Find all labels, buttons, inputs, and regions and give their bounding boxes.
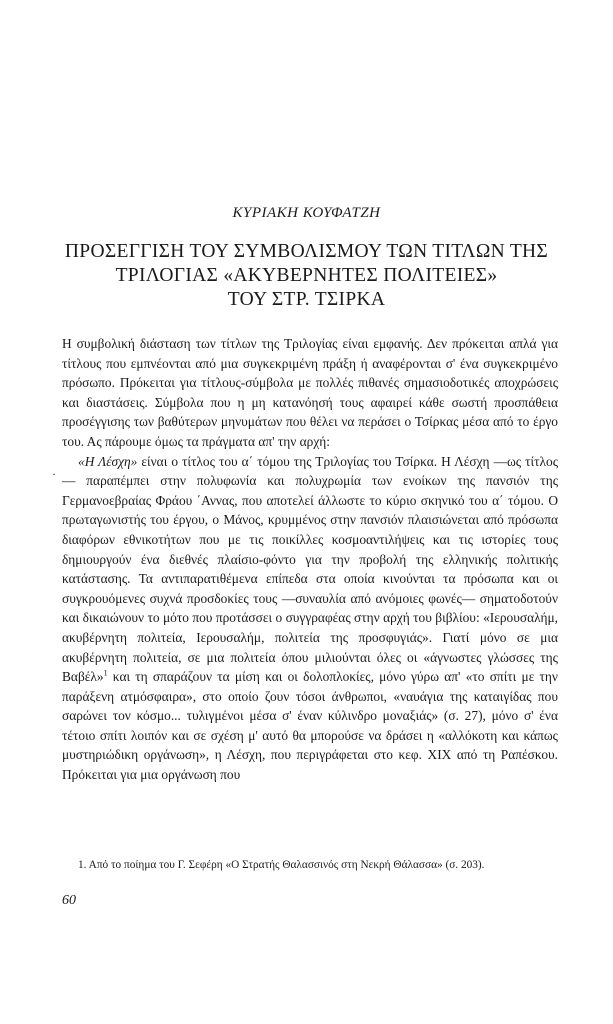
footnote-reference[interactable]: 1 (103, 668, 108, 678)
author-name: ΚΥΡΙΑΚΗ ΚΟΥΦΑΤΖΗ (232, 205, 381, 221)
paragraph-2-text-b: και τη σπαράζουν τα μίση και οι δολοπλοκίες, μόνο γύρω απ' «το σπίτι με την παράξενη ατμόσφαιρα», στο οποίο ζουν τόσοι άνθρωποι, «ναυάγια της καταιγίδας που σαρώνει τον κόσμο... τυλιγμένοι μέσα σ' έναν κύλινδρο μοναξιάς» (σ. 27), μόνο σ' ένα τέτοιο σπίτι λοιπόν και σε σχέση μ' αυτό θα μπορούσε να δράσει η «αλλόκοτη και κάπως μυστηριώδικη οργάνωση», η Λέσχη, που περιγράφεται στο κεφ. XIX από τη Ραπέσκου. Πρόκειται για μια οργάνωση που (62, 669, 558, 783)
article-body (62, 334, 558, 785)
title-line-1: ΠΡΟΣΕΓΓΙΣΗ ΤΟΥ ΣΥΜΒΟΛΙΣΜΟΥ ΤΩΝ ΤΙΤΛΩΝ ΤΗΣ (64, 241, 549, 262)
paragraph-1-text: Η συμβολική διάσταση των τίτλων της Τριλογίας είναι εμφανής. Δεν πρόκειται απλά για τίτλους που εμπνέονται από μια συγκεκριμένη πράξη ή αναφέρονται σ' ένα συγκεκριμένο πρόσωπο. Πρόκειται για τίτλους-σύμβολα με πολλές πιθανές σημασιοδοτικές αποχρώσεις και διαστάσεις. Σύμβολα που η μη κατανόησή τους αφαιρεί κάθε σωστή προσπάθεια προσέγγισης των βαθύτερων μηνυμάτων που θέλει να περάσει ο Τσίρκας μέσα από το έργο του. Ας πάρουμε όμως τα πράγματα απ' την αρχή: (62, 336, 558, 449)
paragraph-1 (62, 334, 558, 452)
title-line-3: ΤΟΥ ΣΤΡ. ΤΣΙΡΚΑ (227, 289, 386, 310)
title-line-2: ΤΡΙΛΟΓΙΑΣ «ΑΚΥΒΕΡΝΗΤΕΣ ΠΟΛΙΤΕΙΕΣ» (115, 265, 498, 286)
article-title (40, 240, 573, 312)
paragraph-2 (62, 452, 558, 785)
paragraph-2-text-a: είναι ο τίτλος του α΄ τόμου της Τριλογίας του Τσίρκα. Η Λέσχη —ως τίτλος— παραπέμπει στην πολυφωνία και πολυχρωμία των ενοίκων της πανσιόν της Γερμανοεβραίας Φράου ΄Αννας, που αποτελεί άλλωστε το κύριο σκηνικό του α΄ τόμου. Ο πρωταγωνιστής του έργου, ο Μάνος, κρυμμένος στην πανσιόν πλαισιώνεται από πρόσωπα διαφόρων εθνικοτήτων που με τις ποικίλλες κοσμοαντιλήψεις και τις ιστορίες τους δημιουργούν ένα διεθνές πλαίσιο-φόντο για την προβολή της ελληνικής πολιτικής κατάστασης. Τα αντιπαρατιθέμενα επίπεδα στα οποία κινούνται τα πρόσωπα και οι συγκρουόμενες συχνά προσδοκίες τους —συναυλία από ανόμοιες φωνές— σηματοδοτούν και δικαιώνουν το μότο που προτάσσει ο συγγραφέας στην αρχή του βιβλίου: «Ιερουσαλήμ, ακυβέρνητη πολιτεία, Ιερουσαλήμ, πολιτεία της προσφυγιάς». Γιατί μόνο σε μια ακυβέρνητη πολιτεία, σε μια πολιτεία όπου μιλιούνται όλες οι «άγνωστες γλώσσες της Βαβέλ» (62, 453, 558, 685)
page-number: 60 (62, 893, 76, 908)
margin-mark: · (52, 467, 56, 481)
footnote: 1. Από το ποίημα του Γ. Σεφέρη «Ο Στρατής Θαλασσινός στη Νεκρή Θάλασσα» (σ. 203). (78, 859, 485, 871)
paragraph-2-lead: «Η Λέσχη» (78, 453, 138, 469)
